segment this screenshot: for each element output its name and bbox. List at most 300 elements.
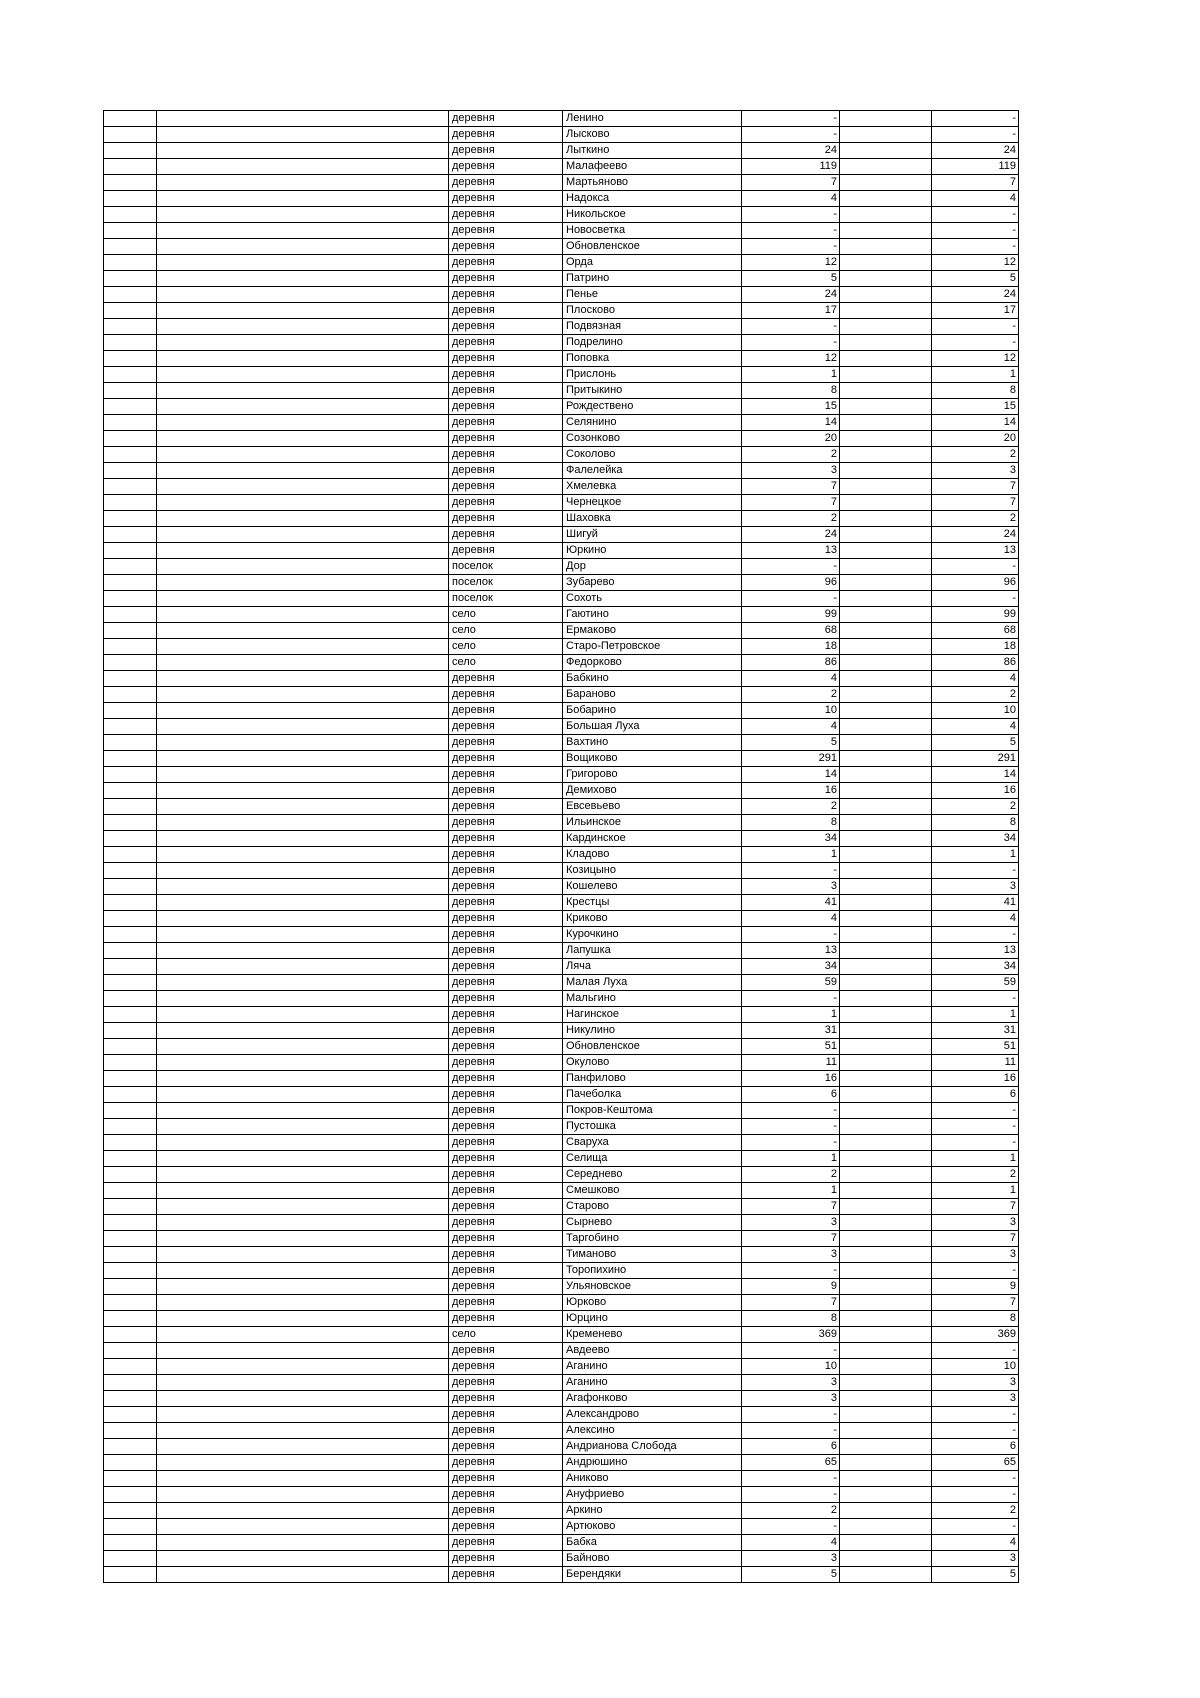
table-row bbox=[104, 191, 1019, 207]
blank-cell bbox=[157, 639, 449, 655]
blank-cell bbox=[840, 1343, 932, 1359]
population-total-cell: 1 bbox=[742, 1151, 840, 1167]
table-row bbox=[104, 383, 1019, 399]
table-row bbox=[104, 831, 1019, 847]
blank-cell bbox=[157, 655, 449, 671]
table-row bbox=[104, 367, 1019, 383]
table-row bbox=[104, 239, 1019, 255]
blank-cell bbox=[104, 911, 157, 927]
blank-cell bbox=[104, 575, 157, 591]
population-value-cell: - bbox=[932, 863, 1019, 879]
blank-cell bbox=[104, 639, 157, 655]
blank-cell bbox=[840, 1391, 932, 1407]
population-total-cell: 119 bbox=[742, 159, 840, 175]
population-total-cell: - bbox=[742, 319, 840, 335]
population-total-cell: 7 bbox=[742, 479, 840, 495]
blank-cell bbox=[104, 655, 157, 671]
population-total-cell: 1 bbox=[742, 1007, 840, 1023]
blank-cell bbox=[840, 639, 932, 655]
blank-cell bbox=[157, 1535, 449, 1551]
blank-cell bbox=[840, 943, 932, 959]
settlement-name-cell: Обновленское bbox=[563, 239, 742, 255]
settlement-name-cell: Сырнево bbox=[563, 1215, 742, 1231]
population-value-cell: - bbox=[932, 1407, 1019, 1423]
blank-cell bbox=[104, 1039, 157, 1055]
population-value-cell: - bbox=[932, 1487, 1019, 1503]
population-value-cell: 2 bbox=[932, 511, 1019, 527]
blank-cell bbox=[157, 1487, 449, 1503]
blank-cell bbox=[104, 687, 157, 703]
blank-cell bbox=[840, 527, 932, 543]
population-total-cell: 3 bbox=[742, 1247, 840, 1263]
population-value-cell: 8 bbox=[932, 815, 1019, 831]
table-row bbox=[104, 1135, 1019, 1151]
settlement-name-cell: Ульяновское bbox=[563, 1279, 742, 1295]
table-row bbox=[104, 415, 1019, 431]
blank-cell bbox=[157, 1247, 449, 1263]
population-value-cell: 13 bbox=[932, 543, 1019, 559]
settlement-name-cell: Лапушка bbox=[563, 943, 742, 959]
population-value-cell: 65 bbox=[932, 1455, 1019, 1471]
settlement-type-cell: деревня bbox=[449, 159, 563, 175]
blank-cell bbox=[157, 223, 449, 239]
blank-cell bbox=[840, 1439, 932, 1455]
blank-cell bbox=[157, 1023, 449, 1039]
population-value-cell: - bbox=[932, 1135, 1019, 1151]
blank-cell bbox=[104, 463, 157, 479]
population-value-cell: 24 bbox=[932, 287, 1019, 303]
table-row bbox=[104, 159, 1019, 175]
table-row bbox=[104, 1007, 1019, 1023]
settlement-type-cell: деревня bbox=[449, 1151, 563, 1167]
settlement-type-cell: деревня bbox=[449, 687, 563, 703]
blank-cell bbox=[104, 1135, 157, 1151]
table-row bbox=[104, 703, 1019, 719]
blank-cell bbox=[157, 207, 449, 223]
population-total-cell: 7 bbox=[742, 495, 840, 511]
population-value-cell: 2 bbox=[932, 447, 1019, 463]
settlement-name-cell: Мальгино bbox=[563, 991, 742, 1007]
population-value-cell: 9 bbox=[932, 1279, 1019, 1295]
population-total-cell: 291 bbox=[742, 751, 840, 767]
population-total-cell: 5 bbox=[742, 735, 840, 751]
settlement-table bbox=[103, 110, 1019, 1583]
blank-cell bbox=[157, 863, 449, 879]
blank-cell bbox=[104, 767, 157, 783]
blank-cell bbox=[840, 703, 932, 719]
settlement-type-cell: деревня bbox=[449, 703, 563, 719]
blank-cell bbox=[157, 751, 449, 767]
table-row bbox=[104, 879, 1019, 895]
population-total-cell: 10 bbox=[742, 703, 840, 719]
blank-cell bbox=[840, 1503, 932, 1519]
settlement-name-cell: Григорово bbox=[563, 767, 742, 783]
blank-cell bbox=[840, 847, 932, 863]
blank-cell bbox=[840, 831, 932, 847]
population-total-cell: - bbox=[742, 127, 840, 143]
population-total-cell: 18 bbox=[742, 639, 840, 655]
population-total-cell: 4 bbox=[742, 719, 840, 735]
population-total-cell: 59 bbox=[742, 975, 840, 991]
population-value-cell: 1 bbox=[932, 1151, 1019, 1167]
settlement-type-cell: деревня bbox=[449, 735, 563, 751]
settlement-type-cell: деревня bbox=[449, 479, 563, 495]
blank-cell bbox=[104, 751, 157, 767]
blank-cell bbox=[104, 1375, 157, 1391]
blank-cell bbox=[104, 399, 157, 415]
population-total-cell: - bbox=[742, 991, 840, 1007]
population-value-cell: 99 bbox=[932, 607, 1019, 623]
population-value-cell: 15 bbox=[932, 399, 1019, 415]
settlement-name-cell: Селянино bbox=[563, 415, 742, 431]
blank-cell bbox=[104, 815, 157, 831]
blank-cell bbox=[157, 1071, 449, 1087]
settlement-name-cell: Гаютино bbox=[563, 607, 742, 623]
table-row bbox=[104, 959, 1019, 975]
population-value-cell: - bbox=[932, 207, 1019, 223]
blank-cell bbox=[104, 159, 157, 175]
population-total-cell: - bbox=[742, 207, 840, 223]
population-value-cell: 8 bbox=[932, 383, 1019, 399]
blank-cell bbox=[157, 719, 449, 735]
blank-cell bbox=[104, 1519, 157, 1535]
blank-cell bbox=[157, 111, 449, 127]
blank-cell bbox=[157, 1263, 449, 1279]
settlement-name-cell: Рождествено bbox=[563, 399, 742, 415]
blank-cell bbox=[157, 1135, 449, 1151]
blank-cell bbox=[840, 815, 932, 831]
settlement-name-cell: Авдеево bbox=[563, 1343, 742, 1359]
blank-cell bbox=[840, 767, 932, 783]
population-value-cell: 18 bbox=[932, 639, 1019, 655]
population-value-cell: - bbox=[932, 1103, 1019, 1119]
blank-cell bbox=[840, 1375, 932, 1391]
settlement-name-cell: Вощиково bbox=[563, 751, 742, 767]
population-value-cell: 1 bbox=[932, 367, 1019, 383]
blank-cell bbox=[840, 975, 932, 991]
blank-cell bbox=[157, 1327, 449, 1343]
settlement-type-cell: деревня bbox=[449, 239, 563, 255]
table-row bbox=[104, 671, 1019, 687]
settlement-type-cell: деревня bbox=[449, 991, 563, 1007]
population-total-cell: 7 bbox=[742, 175, 840, 191]
table-row bbox=[104, 303, 1019, 319]
table-row bbox=[104, 223, 1019, 239]
blank-cell bbox=[157, 463, 449, 479]
settlement-type-cell: деревня bbox=[449, 847, 563, 863]
settlement-type-cell: деревня bbox=[449, 175, 563, 191]
blank-cell bbox=[840, 207, 932, 223]
blank-cell bbox=[840, 1119, 932, 1135]
settlement-type-cell: деревня bbox=[449, 431, 563, 447]
blank-cell bbox=[840, 655, 932, 671]
table-row bbox=[104, 1247, 1019, 1263]
settlement-type-cell: деревня bbox=[449, 1199, 563, 1215]
table-row bbox=[104, 799, 1019, 815]
settlement-name-cell: Обновленское bbox=[563, 1039, 742, 1055]
population-total-cell: 14 bbox=[742, 767, 840, 783]
blank-cell bbox=[157, 431, 449, 447]
population-total-cell: 41 bbox=[742, 895, 840, 911]
blank-cell bbox=[157, 1567, 449, 1583]
population-total-cell: 4 bbox=[742, 911, 840, 927]
blank-cell bbox=[840, 1551, 932, 1567]
settlement-name-cell: Пачеболка bbox=[563, 1087, 742, 1103]
table-row bbox=[104, 431, 1019, 447]
blank-cell bbox=[157, 255, 449, 271]
blank-cell bbox=[104, 1551, 157, 1567]
settlement-type-cell: деревня bbox=[449, 1391, 563, 1407]
table-row bbox=[104, 1391, 1019, 1407]
blank-cell bbox=[104, 543, 157, 559]
table-row bbox=[104, 895, 1019, 911]
population-total-cell: - bbox=[742, 863, 840, 879]
population-value-cell: - bbox=[932, 111, 1019, 127]
settlement-type-cell: деревня bbox=[449, 1535, 563, 1551]
settlement-name-cell: Созонково bbox=[563, 431, 742, 447]
settlement-type-cell: село bbox=[449, 623, 563, 639]
population-total-cell: 16 bbox=[742, 1071, 840, 1087]
population-total-cell: - bbox=[742, 927, 840, 943]
table-row bbox=[104, 1343, 1019, 1359]
population-total-cell: 4 bbox=[742, 191, 840, 207]
table-row bbox=[104, 591, 1019, 607]
population-total-cell: 3 bbox=[742, 1391, 840, 1407]
blank-cell bbox=[157, 991, 449, 1007]
settlement-name-cell: Аниково bbox=[563, 1471, 742, 1487]
blank-cell bbox=[840, 1135, 932, 1151]
population-value-cell: 4 bbox=[932, 1535, 1019, 1551]
population-value-cell: - bbox=[932, 239, 1019, 255]
population-total-cell: 2 bbox=[742, 687, 840, 703]
population-total-cell: 24 bbox=[742, 527, 840, 543]
population-total-cell: 24 bbox=[742, 143, 840, 159]
table-row bbox=[104, 1215, 1019, 1231]
population-total-cell: 4 bbox=[742, 671, 840, 687]
blank-cell bbox=[157, 479, 449, 495]
blank-cell bbox=[157, 1375, 449, 1391]
population-value-cell: 12 bbox=[932, 351, 1019, 367]
blank-cell bbox=[157, 1055, 449, 1071]
settlement-type-cell: деревня bbox=[449, 1023, 563, 1039]
blank-cell bbox=[840, 751, 932, 767]
table-row bbox=[104, 991, 1019, 1007]
blank-cell bbox=[157, 879, 449, 895]
population-total-cell: - bbox=[742, 223, 840, 239]
blank-cell bbox=[840, 991, 932, 1007]
blank-cell bbox=[157, 495, 449, 511]
population-value-cell: 86 bbox=[932, 655, 1019, 671]
blank-cell bbox=[840, 1199, 932, 1215]
blank-cell bbox=[104, 799, 157, 815]
table-row bbox=[104, 1327, 1019, 1343]
blank-cell bbox=[104, 943, 157, 959]
blank-cell bbox=[157, 335, 449, 351]
table-row bbox=[104, 575, 1019, 591]
table-row bbox=[104, 1455, 1019, 1471]
settlement-type-cell: деревня bbox=[449, 1263, 563, 1279]
settlement-type-cell: деревня bbox=[449, 415, 563, 431]
settlement-name-cell: Окулово bbox=[563, 1055, 742, 1071]
settlement-type-cell: поселок bbox=[449, 575, 563, 591]
population-value-cell: 291 bbox=[932, 751, 1019, 767]
settlement-name-cell: Малая Луха bbox=[563, 975, 742, 991]
population-value-cell: - bbox=[932, 1519, 1019, 1535]
table-row bbox=[104, 927, 1019, 943]
blank-cell bbox=[840, 1327, 932, 1343]
settlement-type-cell: деревня bbox=[449, 895, 563, 911]
blank-cell bbox=[104, 719, 157, 735]
blank-cell bbox=[157, 1519, 449, 1535]
blank-cell bbox=[104, 991, 157, 1007]
population-total-cell: - bbox=[742, 559, 840, 575]
blank-cell bbox=[840, 351, 932, 367]
blank-cell bbox=[104, 111, 157, 127]
blank-cell bbox=[157, 671, 449, 687]
settlement-name-cell: Бобарино bbox=[563, 703, 742, 719]
blank-cell bbox=[104, 191, 157, 207]
settlement-name-cell: Пенье bbox=[563, 287, 742, 303]
population-value-cell: - bbox=[932, 319, 1019, 335]
settlement-type-cell: деревня bbox=[449, 783, 563, 799]
population-value-cell: 3 bbox=[932, 1247, 1019, 1263]
population-value-cell: 8 bbox=[932, 1311, 1019, 1327]
table-row bbox=[104, 1039, 1019, 1055]
settlement-type-cell: деревня bbox=[449, 319, 563, 335]
table-row bbox=[104, 1551, 1019, 1567]
blank-cell bbox=[157, 127, 449, 143]
blank-cell bbox=[840, 191, 932, 207]
blank-cell bbox=[840, 1087, 932, 1103]
settlement-type-cell: село bbox=[449, 607, 563, 623]
settlement-type-cell: деревня bbox=[449, 1103, 563, 1119]
blank-cell bbox=[840, 1423, 932, 1439]
population-value-cell: 1 bbox=[932, 847, 1019, 863]
population-value-cell: 3 bbox=[932, 1215, 1019, 1231]
settlement-type-cell: деревня bbox=[449, 111, 563, 127]
table-row bbox=[104, 1023, 1019, 1039]
settlement-name-cell: Чернецкое bbox=[563, 495, 742, 511]
population-value-cell: 16 bbox=[932, 783, 1019, 799]
population-value-cell: 7 bbox=[932, 175, 1019, 191]
population-total-cell: 1 bbox=[742, 847, 840, 863]
blank-cell bbox=[840, 799, 932, 815]
population-total-cell: 13 bbox=[742, 543, 840, 559]
table-row bbox=[104, 863, 1019, 879]
population-total-cell: 15 bbox=[742, 399, 840, 415]
blank-cell bbox=[104, 671, 157, 687]
settlement-name-cell: Ильинское bbox=[563, 815, 742, 831]
blank-cell bbox=[104, 831, 157, 847]
settlement-name-cell: Федорково bbox=[563, 655, 742, 671]
population-total-cell: 6 bbox=[742, 1087, 840, 1103]
settlement-name-cell: Юрково bbox=[563, 1295, 742, 1311]
blank-cell bbox=[840, 879, 932, 895]
blank-cell bbox=[157, 415, 449, 431]
population-value-cell: 5 bbox=[932, 271, 1019, 287]
settlement-type-cell: деревня bbox=[449, 1135, 563, 1151]
population-total-cell: 86 bbox=[742, 655, 840, 671]
settlement-type-cell: деревня bbox=[449, 863, 563, 879]
blank-cell bbox=[104, 287, 157, 303]
blank-cell bbox=[840, 319, 932, 335]
settlement-type-cell: деревня bbox=[449, 1183, 563, 1199]
blank-cell bbox=[157, 1087, 449, 1103]
blank-cell bbox=[840, 1071, 932, 1087]
population-value-cell: 5 bbox=[932, 1567, 1019, 1583]
settlement-type-cell: деревня bbox=[449, 511, 563, 527]
population-total-cell: 31 bbox=[742, 1023, 840, 1039]
settlement-type-cell: деревня bbox=[449, 367, 563, 383]
population-value-cell: - bbox=[932, 223, 1019, 239]
table-row bbox=[104, 655, 1019, 671]
population-value-cell: 4 bbox=[932, 671, 1019, 687]
blank-cell bbox=[157, 767, 449, 783]
settlement-name-cell: Таргобино bbox=[563, 1231, 742, 1247]
blank-cell bbox=[840, 1407, 932, 1423]
settlement-type-cell: деревня bbox=[449, 799, 563, 815]
blank-cell bbox=[840, 1263, 932, 1279]
population-value-cell: 4 bbox=[932, 911, 1019, 927]
blank-cell bbox=[157, 799, 449, 815]
settlement-type-cell: деревня bbox=[449, 1087, 563, 1103]
blank-cell bbox=[104, 927, 157, 943]
population-total-cell: 34 bbox=[742, 959, 840, 975]
blank-cell bbox=[104, 1439, 157, 1455]
settlement-name-cell: Байново bbox=[563, 1551, 742, 1567]
blank-cell bbox=[840, 1359, 932, 1375]
settlement-type-cell: деревня bbox=[449, 1439, 563, 1455]
blank-cell bbox=[104, 143, 157, 159]
settlement-type-cell: деревня bbox=[449, 207, 563, 223]
settlement-name-cell: Подрелино bbox=[563, 335, 742, 351]
population-total-cell: 12 bbox=[742, 351, 840, 367]
settlement-type-cell: деревня bbox=[449, 543, 563, 559]
blank-cell bbox=[104, 607, 157, 623]
blank-cell bbox=[104, 1231, 157, 1247]
population-total-cell: 11 bbox=[742, 1055, 840, 1071]
table-row bbox=[104, 1071, 1019, 1087]
blank-cell bbox=[157, 351, 449, 367]
population-value-cell: 7 bbox=[932, 1199, 1019, 1215]
blank-cell bbox=[157, 959, 449, 975]
settlement-name-cell: Старово bbox=[563, 1199, 742, 1215]
blank-cell bbox=[104, 847, 157, 863]
blank-cell bbox=[157, 831, 449, 847]
blank-cell bbox=[840, 383, 932, 399]
population-total-cell: 16 bbox=[742, 783, 840, 799]
settlement-name-cell: Курочкино bbox=[563, 927, 742, 943]
settlement-name-cell: Кардинское bbox=[563, 831, 742, 847]
settlement-name-cell: Большая Луха bbox=[563, 719, 742, 735]
settlement-name-cell: Демихово bbox=[563, 783, 742, 799]
blank-cell bbox=[157, 319, 449, 335]
population-total-cell: 5 bbox=[742, 1567, 840, 1583]
settlement-name-cell: Евсевьево bbox=[563, 799, 742, 815]
settlement-name-cell: Аркино bbox=[563, 1503, 742, 1519]
settlement-type-cell: деревня bbox=[449, 287, 563, 303]
settlement-type-cell: деревня bbox=[449, 1359, 563, 1375]
table-row bbox=[104, 351, 1019, 367]
settlement-name-cell: Старо-Петровское bbox=[563, 639, 742, 655]
blank-cell bbox=[157, 591, 449, 607]
blank-cell bbox=[104, 255, 157, 271]
settlement-type-cell: деревня bbox=[449, 1247, 563, 1263]
blank-cell bbox=[104, 383, 157, 399]
population-total-cell: 1 bbox=[742, 1183, 840, 1199]
blank-cell bbox=[840, 1311, 932, 1327]
blank-cell bbox=[840, 271, 932, 287]
